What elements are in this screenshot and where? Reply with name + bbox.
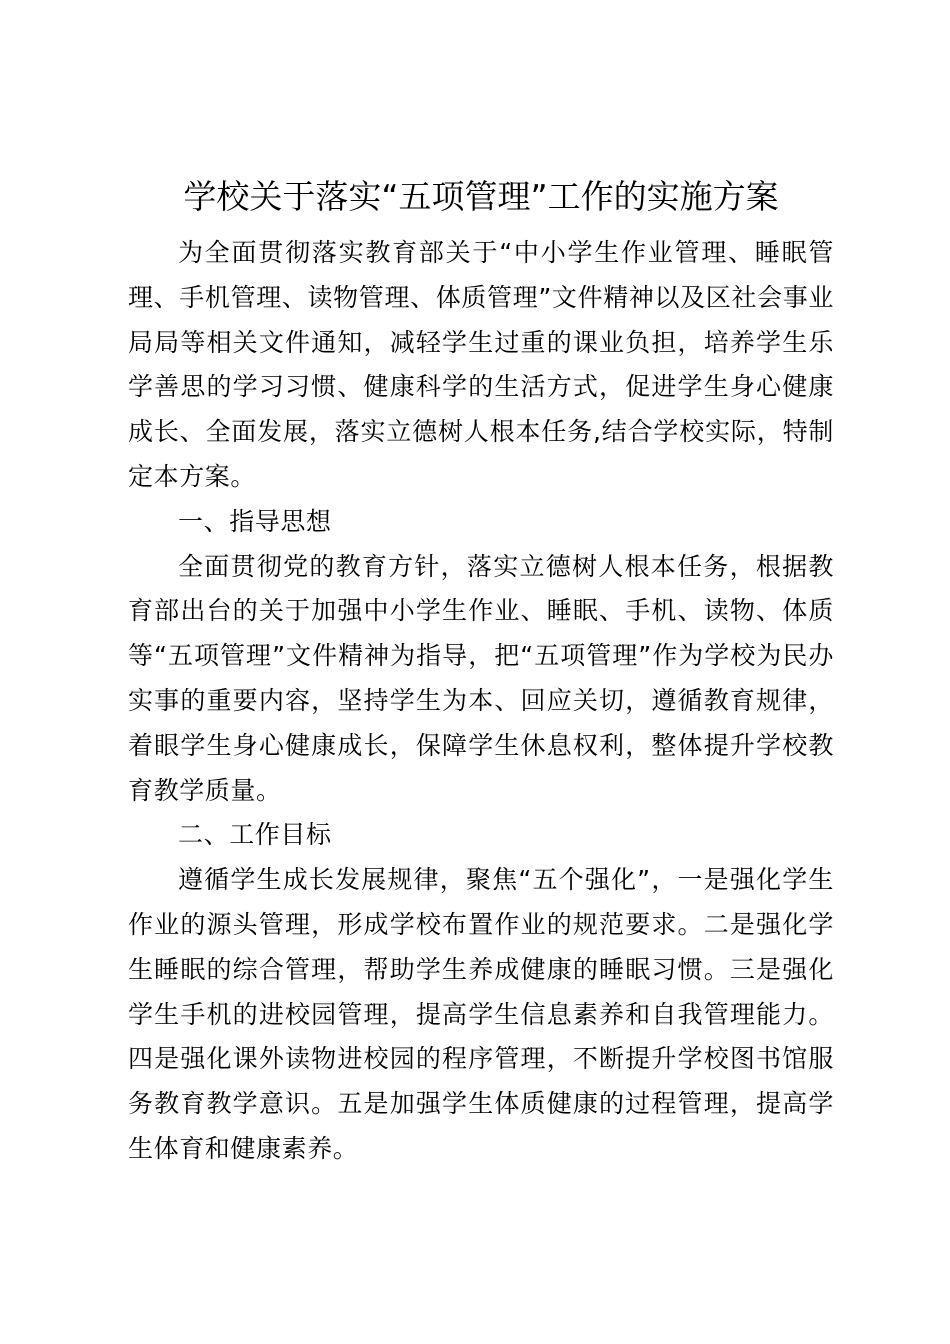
document-page — [128, 168, 834, 1172]
section-body-work-goals: 遵循学生成长发展规律，聚焦“五个强化”，一是强化学生作业的源头管理，形成学校布置作业的规范要求。二是强化学生睡眠的综合管理，帮助学生养成健康的睡眠习惯。三是强化学生手机的进校园管理，提高学生信息素养和自我管理能力。四是强化课外读物进校园的程序管理，不断提升学校图书馆服务教育教学意识。五是加强学生体质健康的过程管理，提高学生体育和健康素养。 — [128, 865, 834, 1163]
document-title: 学校关于落实“五项管理”工作的实施方案 — [183, 177, 779, 216]
intro-paragraph: 为全面贯彻落实教育部关于“中小学生作业管理、睡眠管理、手机管理、读物管理、体质管理”文件精神以及区社会事业局局等相关文件通知，减轻学生过重的课业负担，培养学生乐学善思的学习习惯、健康科学的生活方式，促进学生身心健康成长、全面发展，落实立德树人根本任务,结合学校实际，特制定本方案。 — [128, 238, 834, 491]
section-heading-guiding-ideology: 一、指导思想 — [178, 506, 332, 536]
section-body-guiding-ideology: 全面贯彻党的教育方针，落实立德树人根本任务，根据教育部出台的关于加强中小学生作业、睡眠、手机、读物、体质等“五项管理”文件精神为指导，把“五项管理”作为学校为民办实事的重要内容，坚持学生为本、回应关切，遵循教育规律，着眼学生身心健康成长，保障学生休息权利，整体提升学校教育教学质量。 — [128, 551, 834, 805]
section-heading-work-goals: 二、工作目标 — [178, 820, 332, 850]
